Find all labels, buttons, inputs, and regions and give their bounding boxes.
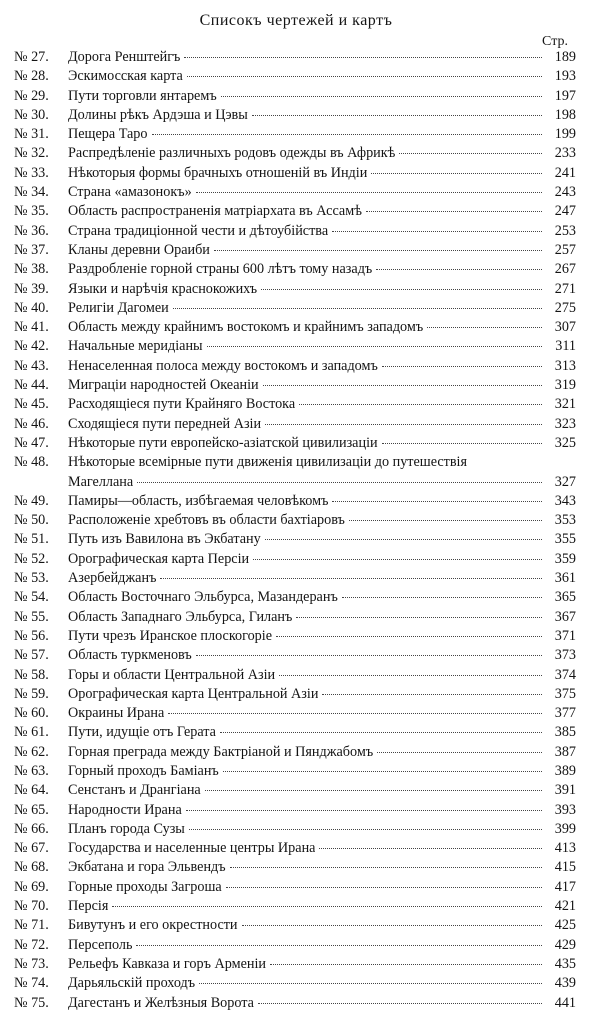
dot-leader	[199, 971, 542, 984]
dot-leader	[299, 392, 542, 405]
entry-number: № 51.	[14, 531, 49, 548]
dot-leader	[252, 103, 542, 116]
entry-number: № 71.	[14, 917, 49, 934]
entry-number: № 29.	[14, 87, 49, 104]
entry-number: № 61.	[14, 724, 49, 741]
entry-page-number: 343	[554, 492, 576, 509]
entry-number: № 49.	[14, 492, 49, 509]
entry-title: Рельефъ Кавказа и горъ Арменіи	[68, 955, 266, 972]
dot-leader	[265, 527, 542, 540]
entry-title: Планъ города Сузы	[68, 820, 185, 837]
entry-title: Пути чрезъ Иранское плоскогоріе	[68, 627, 273, 644]
entry-title: Пути, идущіе отъ Герата	[68, 724, 216, 741]
contents-list	[14, 48, 576, 1013]
dot-leader	[221, 84, 542, 97]
dot-leader	[332, 219, 542, 232]
entry-page-number: 429	[554, 936, 576, 953]
dot-leader	[270, 952, 542, 965]
entry-page-number: 385	[554, 724, 576, 741]
dot-leader	[399, 141, 542, 154]
entry-page-number: 307	[554, 319, 576, 336]
entry-page-number: 387	[554, 743, 576, 760]
entry-number: № 72.	[14, 936, 49, 953]
entry-number: № 69.	[14, 878, 49, 895]
entry-number: № 75.	[14, 994, 49, 1011]
entry-page-number: 355	[554, 531, 576, 548]
entry-page-number: 193	[554, 68, 576, 85]
dot-leader	[253, 547, 542, 560]
entry-number: № 70.	[14, 898, 49, 915]
entry-number: № 46.	[14, 415, 49, 432]
dot-leader	[184, 45, 542, 58]
entry-title: Расходящіеся пути Крайняго Востока	[68, 396, 296, 413]
entry-page-number: 441	[554, 994, 576, 1011]
dot-leader	[427, 315, 542, 328]
entry-title: Горные проходы Загроша	[68, 878, 222, 895]
entry-page-number: 373	[554, 647, 576, 664]
entry-number: № 32.	[14, 145, 49, 162]
entry-title: Раздробленіе горной страны 600 лѣтъ тому назадъ	[68, 261, 373, 278]
dot-leader	[382, 431, 542, 444]
page-column-header: Стр.	[542, 34, 568, 49]
entry-page-number: 197	[554, 87, 576, 104]
dot-leader	[186, 798, 542, 811]
dot-leader	[223, 759, 542, 772]
entry-number: № 43.	[14, 357, 49, 374]
entry-number: № 38.	[14, 261, 49, 278]
dot-leader	[319, 836, 542, 849]
entry-title: Персеполь	[68, 936, 133, 953]
entry-number: № 31.	[14, 126, 49, 143]
dot-leader	[265, 412, 542, 425]
dot-leader	[112, 894, 542, 907]
entry-number: № 73.	[14, 955, 49, 972]
entry-number: № 35.	[14, 203, 49, 220]
dot-leader	[322, 682, 542, 695]
entry-title: Языки и нарѣчія краснокожихъ	[68, 280, 258, 297]
entry-page-number: 413	[554, 840, 576, 857]
entry-page-number: 321	[554, 396, 576, 413]
entry-page-number: 327	[554, 473, 576, 490]
entry-number: № 39.	[14, 280, 49, 297]
entry-title: Персія	[68, 898, 109, 915]
entry-page-number: 425	[554, 917, 576, 934]
list-item	[14, 453, 576, 492]
entry-title: Область туркменовъ	[68, 647, 192, 664]
dot-leader	[136, 933, 542, 946]
entry-number: № 68.	[14, 859, 49, 876]
entry-page-number: 243	[554, 184, 576, 201]
entry-title: Орографическая карта Центральной Азіи	[68, 685, 319, 702]
entry-number: № 48.	[14, 454, 49, 471]
entry-number: № 57.	[14, 647, 49, 664]
dot-leader	[296, 605, 542, 618]
entry-title: Горный проходъ Баміанъ	[68, 762, 219, 779]
entry-number: № 40.	[14, 299, 49, 316]
entry-title: Дагестанъ и Желѣзныя Ворота	[68, 994, 254, 1011]
entry-page-number: 275	[554, 299, 576, 316]
entry-title: Экбатана и гора Эльвендъ	[68, 859, 226, 876]
entry-page-number: 198	[554, 106, 576, 123]
entry-page-number: 323	[554, 415, 576, 432]
dot-leader	[137, 470, 542, 483]
entry-page-number: 361	[554, 570, 576, 587]
dot-leader	[276, 624, 542, 637]
entry-title: Народности Ирана	[68, 801, 182, 818]
entry-number: № 47.	[14, 434, 49, 451]
entry-page-number: 365	[554, 589, 576, 606]
entry-number: № 55.	[14, 608, 49, 625]
entry-page-number: 377	[554, 705, 576, 722]
list-item	[14, 994, 576, 1013]
dot-leader	[205, 778, 542, 791]
dot-leader	[332, 489, 542, 502]
entry-title: Религіи Дагомеи	[68, 299, 169, 316]
entry-number: № 62.	[14, 743, 49, 760]
entry-page-number: 241	[554, 164, 576, 181]
entry-title: Область Восточнаго Эльбурса, Мазандеранъ	[68, 589, 338, 606]
entry-title: Долины рѣкъ Ардэша и Цэвы	[68, 106, 248, 123]
dot-leader	[258, 991, 542, 1004]
entry-title: Окраины Ирана	[68, 705, 165, 722]
entry-title: Область между крайнимъ востокомъ и крайнимъ западомъ	[68, 319, 424, 336]
entry-number: № 42.	[14, 338, 49, 355]
entry-title: Распредѣленіе различныхъ родовъ одежды въ Африкѣ	[68, 145, 396, 162]
entry-title: Пути торговли янтаремъ	[68, 87, 217, 104]
list-item	[14, 434, 576, 453]
entry-number: № 41.	[14, 319, 49, 336]
dot-leader	[220, 720, 542, 733]
dot-leader	[189, 817, 542, 830]
entry-number: № 67.	[14, 840, 49, 857]
entry-page-number: 439	[554, 975, 576, 992]
dot-leader	[366, 199, 542, 212]
entry-title: Горная преграда между Бактріаной и Пянджабомъ	[68, 743, 374, 760]
entry-page-number: 267	[554, 261, 576, 278]
dot-leader	[226, 875, 542, 888]
entry-page-number: 233	[554, 145, 576, 162]
entry-title: Ненаселенная полоса между востокомъ и западомъ	[68, 357, 378, 374]
entry-page-number: 399	[554, 820, 576, 837]
entry-number: № 37.	[14, 241, 49, 258]
entry-page-number: 359	[554, 550, 576, 567]
entry-page-number: 247	[554, 203, 576, 220]
entry-title: Миграціи народностей Океаніи	[68, 377, 259, 394]
entry-page-number: 421	[554, 898, 576, 915]
entry-number: № 52.	[14, 550, 49, 567]
dot-leader	[279, 663, 542, 676]
dot-leader	[160, 566, 542, 579]
entry-page-number: 311	[555, 338, 576, 355]
entry-number: № 56.	[14, 627, 49, 644]
dot-leader	[152, 122, 543, 135]
entry-number: № 64.	[14, 782, 49, 799]
entry-title: Дорога Ренштейгъ	[68, 49, 181, 65]
entry-page-number: 325	[554, 434, 576, 451]
entry-number: № 54.	[14, 589, 49, 606]
entry-number: № 33.	[14, 164, 49, 181]
entry-number: № 63.	[14, 762, 49, 779]
entry-title: Область распространенія матріархата въ Ассамѣ	[68, 203, 362, 220]
entry-number: № 58.	[14, 666, 49, 683]
entry-number: № 30.	[14, 106, 49, 123]
entry-page-number: 313	[554, 357, 576, 374]
entry-title: Горы и области Центральной Азіи	[68, 666, 276, 683]
dot-leader	[382, 354, 542, 367]
entry-title: Пещера Таро	[68, 126, 148, 143]
entry-number: № 65.	[14, 801, 49, 818]
dot-leader	[376, 257, 542, 270]
dot-leader	[263, 373, 542, 386]
entry-title: Путь изъ Вавилона въ Экбатану	[68, 531, 261, 548]
entry-title: Расположеніе хребтовъ въ области бахтіаровъ	[68, 512, 345, 529]
entry-number: № 74.	[14, 975, 49, 992]
dot-leader	[214, 238, 542, 251]
entry-title: Азербейджанъ	[68, 570, 157, 587]
entry-number: № 59.	[14, 685, 49, 702]
dot-leader	[342, 585, 542, 598]
dot-leader	[207, 334, 542, 347]
dot-leader	[173, 296, 542, 309]
entry-title: Дарьяльскій проходъ	[68, 975, 196, 992]
entry-title: Сенстанъ и Дрангіана	[68, 782, 201, 799]
entry-number: № 36.	[14, 222, 49, 239]
entry-number: № 66.	[14, 820, 49, 837]
entry-page-number: 189	[554, 49, 576, 65]
entry-page-number: 435	[554, 955, 576, 972]
entry-page-number: 319	[554, 377, 576, 394]
dot-leader	[196, 643, 542, 656]
entry-page-number: 393	[554, 801, 576, 818]
entry-page-number: 367	[554, 608, 576, 625]
dot-leader	[230, 855, 542, 868]
dot-leader	[196, 180, 542, 193]
entry-title: Нѣкоторые всемірные пути движенія цивилизаціи до путешествія	[68, 454, 468, 471]
entry-title: Страна традиціонной чести и дѣтоубійства	[68, 222, 329, 239]
entry-number: № 34.	[14, 184, 49, 201]
entry-page-number: 417	[554, 878, 576, 895]
entry-title: Бивутунъ и его окрестности	[68, 917, 238, 934]
entry-page-number: 199	[554, 126, 576, 143]
entry-title: Орографическая карта Персіи	[68, 550, 250, 567]
entry-page-number: 253	[554, 222, 576, 239]
entry-title: Эскимосская карта	[68, 68, 183, 85]
entry-page-number: 271	[554, 280, 576, 297]
entry-title: Сходящіеся пути передней Азіи	[68, 415, 262, 432]
entry-title: Нѣкоторые пути европейско-азіатской цивилизаціи	[68, 434, 378, 451]
entry-number: № 27.	[14, 49, 49, 65]
entry-number: № 50.	[14, 512, 49, 529]
entry-page-number: 375	[554, 685, 576, 702]
dot-leader	[349, 508, 542, 521]
entry-title: Начальные меридіаны	[68, 338, 203, 355]
page-title: Списокъ чертежей и картъ	[199, 12, 393, 29]
entry-title: Область Западнаго Эльбурса, Гиланъ	[68, 608, 293, 625]
entry-number: № 45.	[14, 396, 49, 413]
entry-number: № 60.	[14, 705, 49, 722]
dot-leader	[187, 64, 542, 77]
entry-page-number: 257	[554, 241, 576, 258]
entry-title-continued: Магеллана	[68, 473, 134, 490]
entry-title: Памиры—область, избѣгаемая человѣкомъ	[68, 492, 329, 509]
entry-page-number: 374	[554, 666, 576, 683]
entry-page-number: 353	[554, 512, 576, 529]
dot-leader	[371, 161, 542, 174]
dot-leader	[377, 740, 542, 753]
entry-page-number: 389	[554, 762, 576, 779]
entry-page-number: 391	[554, 782, 576, 799]
entry-title: Нѣкоторыя формы брачныхъ отношеній въ Индіи	[68, 164, 368, 181]
entry-page-number: 371	[554, 627, 576, 644]
entry-title: Государства и населенные центры Ирана	[68, 840, 316, 857]
entry-title: Страна «амазонокъ»	[68, 184, 192, 201]
entry-number: № 53.	[14, 570, 49, 587]
entry-page-number: 415	[554, 859, 576, 876]
entry-number: № 28.	[14, 68, 49, 85]
entry-title: Кланы деревни Ораиби	[68, 241, 210, 258]
dot-leader	[242, 913, 542, 926]
dot-leader	[168, 701, 542, 714]
entry-number: № 44.	[14, 377, 49, 394]
dot-leader	[261, 277, 542, 290]
